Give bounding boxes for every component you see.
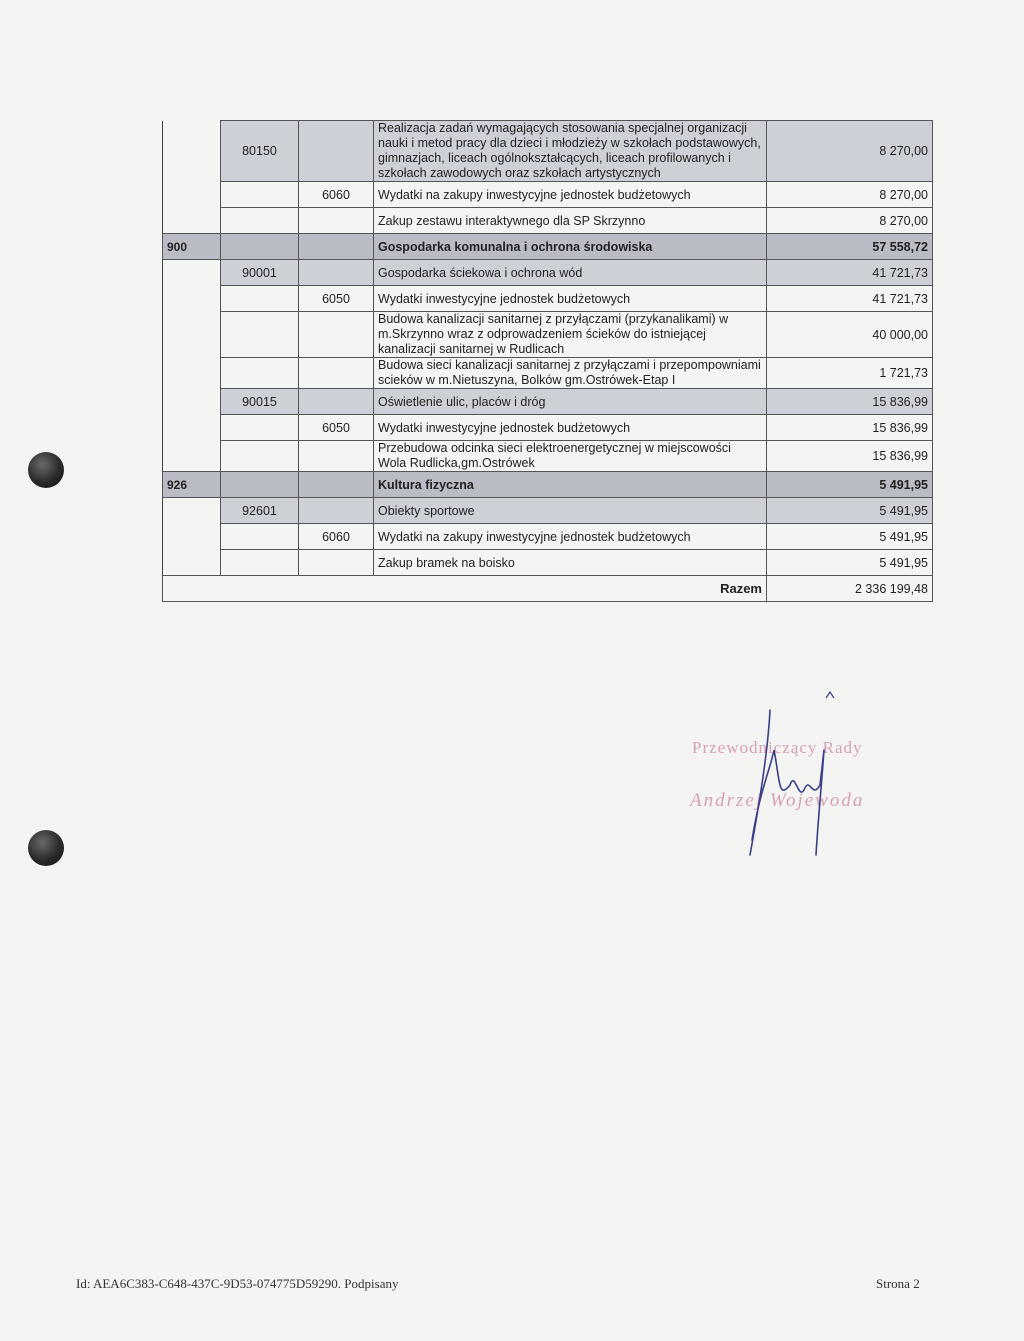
table-row [163,208,933,234]
rozdzial-cell: 80150 [221,121,299,182]
document-id: Id: AEA6C383-C648-437C-9D53-074775D59290. Podpisany [76,1276,399,1291]
opis-cell: Obiekty sportowe [374,498,767,524]
table-row [163,286,933,312]
rozdzial-cell [221,524,299,550]
opis-cell: Zakup bramek na boisko [374,550,767,576]
paragraf-cell [299,441,374,472]
table-row [163,121,933,182]
paragraf-cell [299,312,374,358]
paragraf-cell: 6050 [299,415,374,441]
stamp-title: Przewodniczący Rady [692,738,863,757]
rozdzial-cell [221,472,299,498]
table-row [163,312,933,358]
opis-cell: Budowa sieci kanalizacji sanitarnej z przyłączami i przepompowniami scieków w m.Nietuszyna, Bolków gm.Ostrówek-Etap I [374,358,767,389]
opis-cell: Wydatki na zakupy inwestycyjne jednostek budżetowych [374,182,767,208]
dzial-cell [163,208,221,234]
table-row [163,358,933,389]
rozdzial-cell [221,358,299,389]
table-row [163,472,933,498]
handwritten-signature [740,690,850,870]
table-row [163,415,933,441]
rozdzial-cell [221,182,299,208]
kwota-cell: 8 270,00 [767,182,933,208]
table-row [163,182,933,208]
budget-table-body [163,121,933,576]
opis-cell: Realizacja zadań wymagających stosowania specjalnej organizacji nauki i metod pracy dla dzieci i młodzieży w szkołach podstawowych, gimnazjach, liceach ogólnokształcących, liceach profilowanych i szkołach zawodowych oraz szkołach artystycznych [374,121,767,182]
paragraf-cell [299,208,374,234]
rozdzial-cell [221,286,299,312]
paragraf-cell [299,358,374,389]
rozdzial-cell [221,312,299,358]
dzial-cell [163,121,221,182]
dzial-cell [163,358,221,389]
paragraf-cell [299,389,374,415]
dzial-cell [163,182,221,208]
kwota-cell: 57 558,72 [767,234,933,260]
paragraf-cell: 6050 [299,286,374,312]
total-value: 2 336 199,48 [767,576,933,602]
opis-cell: Oświetlenie ulic, placów i dróg [374,389,767,415]
opis-cell: Budowa kanalizacji sanitarnej z przyłączami (przykanalikami) w m.Skrzynno wraz z odprowadzeniem ścieków do istniejącej kanalizacji sanitarnej w Rudlicach [374,312,767,358]
opis-cell: Gospodarka ściekowa i ochrona wód [374,260,767,286]
opis-cell: Wydatki na zakupy inwestycyjne jednostek budżetowych [374,524,767,550]
paragraf-cell [299,550,374,576]
kwota-cell: 41 721,73 [767,286,933,312]
kwota-cell: 5 491,95 [767,498,933,524]
dzial-cell [163,415,221,441]
table-row [163,441,933,472]
total-label: Razem [163,576,767,602]
rozdzial-cell [221,415,299,441]
budget-table [162,120,933,602]
rozdzial-cell: 92601 [221,498,299,524]
paragraf-cell: 6060 [299,524,374,550]
dzial-cell [163,550,221,576]
kwota-cell: 5 491,95 [767,472,933,498]
kwota-cell: 5 491,95 [767,524,933,550]
rozdzial-cell [221,441,299,472]
opis-cell: Wydatki inwestycyjne jednostek budżetowych [374,415,767,441]
dzial-cell: 900 [163,234,221,260]
kwota-cell: 40 000,00 [767,312,933,358]
dzial-cell: 926 [163,472,221,498]
dzial-cell [163,498,221,524]
paragraf-cell: 6060 [299,182,374,208]
kwota-cell: 15 836,99 [767,389,933,415]
kwota-cell: 41 721,73 [767,260,933,286]
paragraf-cell [299,472,374,498]
paragraf-cell [299,498,374,524]
kwota-cell: 15 836,99 [767,415,933,441]
opis-cell: Wydatki inwestycyjne jednostek budżetowych [374,286,767,312]
table-row [163,234,933,260]
page-number: Strona 2 [876,1276,920,1291]
dzial-cell [163,389,221,415]
table-row [163,550,933,576]
paragraf-cell [299,260,374,286]
rozdzial-cell: 90015 [221,389,299,415]
paragraf-cell [299,121,374,182]
opis-cell: Gospodarka komunalna i ochrona środowiska [374,234,767,260]
table-row [163,389,933,415]
kwota-cell: 8 270,00 [767,208,933,234]
kwota-cell: 8 270,00 [767,121,933,182]
table-row [163,524,933,550]
dzial-cell [163,312,221,358]
opis-cell: Kultura fizyczna [374,472,767,498]
rozdzial-cell [221,234,299,260]
dzial-cell [163,286,221,312]
stamp-name: Andrzej Wojewoda [690,790,865,811]
opis-cell: Zakup zestawu interaktywnego dla SP Skrzynno [374,208,767,234]
rozdzial-cell [221,550,299,576]
dzial-cell [163,260,221,286]
rozdzial-cell [221,208,299,234]
table-row [163,498,933,524]
kwota-cell: 1 721,73 [767,358,933,389]
kwota-cell: 5 491,95 [767,550,933,576]
dzial-cell [163,524,221,550]
punch-hole [28,830,64,866]
punch-hole [28,452,64,488]
rozdzial-cell: 90001 [221,260,299,286]
table-row [163,260,933,286]
kwota-cell: 15 836,99 [767,441,933,472]
dzial-cell [163,441,221,472]
paragraf-cell [299,234,374,260]
opis-cell: Przebudowa odcinka sieci elektroenergetycznej w miejscowości Wola Rudlicka,gm.Ostrówek [374,441,767,472]
total-row [163,576,933,602]
